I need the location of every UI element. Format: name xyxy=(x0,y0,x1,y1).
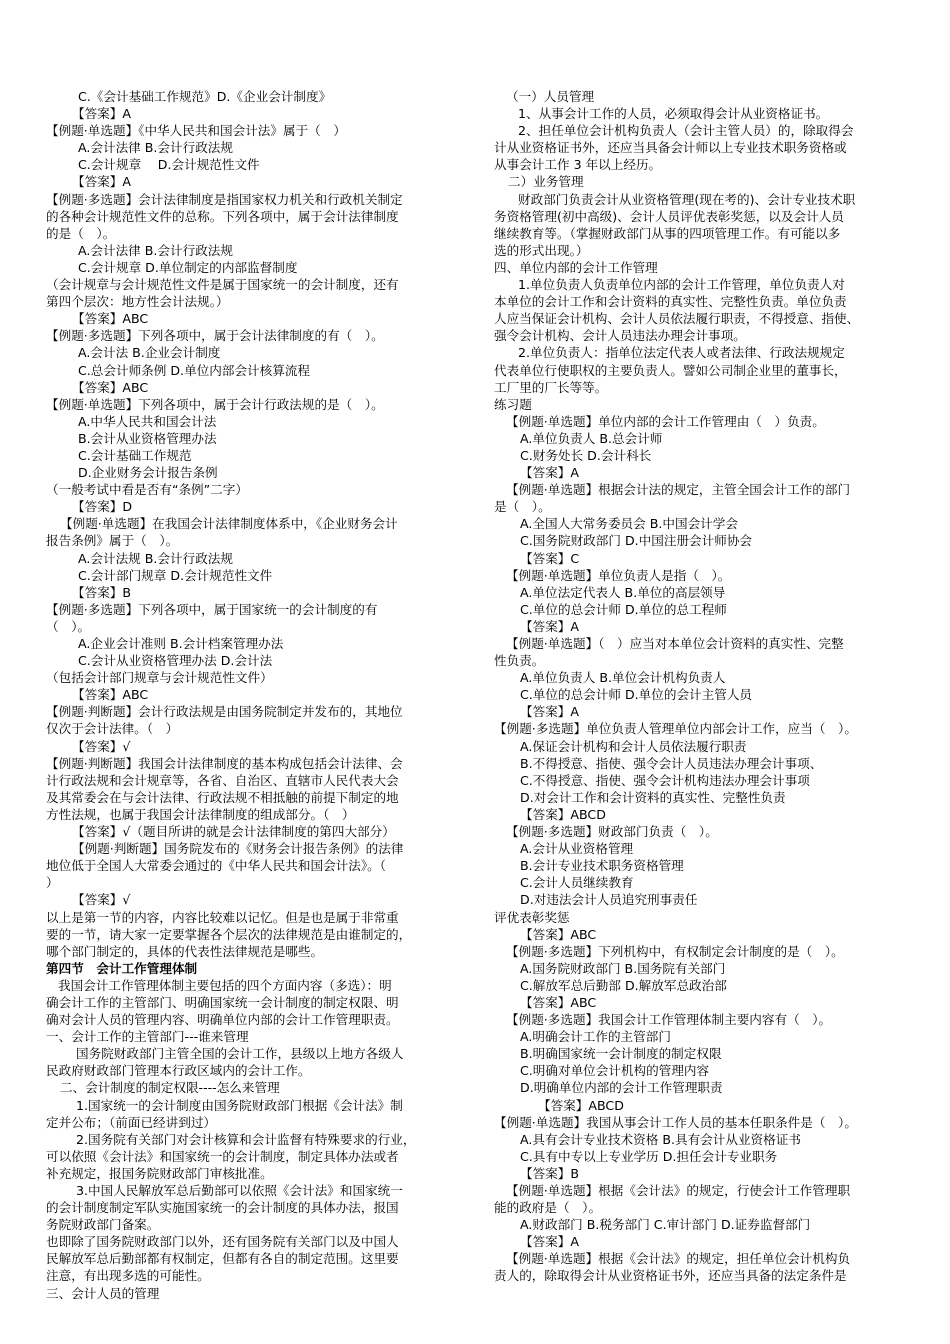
text-line: 【例题·多选题】会计法律制度是指国家权力机关和行政机关制定 xyxy=(46,191,403,207)
text-line: C.会计从业资格管理办法 D.会计法 xyxy=(78,653,273,669)
text-line: 可以依照《会计法》和国家统一的会计制度，制定具体办法或者 xyxy=(46,1148,399,1164)
text-line: 2、担任单位会计机构负责人（会计主管人员）的，除取得会 xyxy=(518,123,854,139)
text-line: 补充规定，报国务院财政部门审核批准。 xyxy=(46,1165,273,1181)
text-line: A.单位法定代表人 B.单位的高层领导 xyxy=(520,584,726,600)
text-line: 【答案】A xyxy=(520,618,579,634)
text-line: 【答案】√ xyxy=(72,892,131,908)
text-line: C.会计规章 D.会计规范性文件 xyxy=(78,157,260,173)
text-line: C.具有中专以上专业学历 D.担任会计专业职务 xyxy=(520,1148,778,1164)
text-line: 【例题·判断题】我国会计法律制度的基本构成包括会计法律、会 xyxy=(46,755,403,771)
text-line: 以上是第一节的内容，内容比较难以记忆。但是也是属于非常重 xyxy=(46,909,399,925)
text-line: C.《会计基础工作规范》D.《企业会计制度》 xyxy=(78,89,332,104)
text-line: 责人的，除取得会计从业资格证书外，还应当具备的法定条件是 xyxy=(494,1268,847,1284)
text-line: 【例题·判断题】国务院发布的《财务会计报告条例》的法律 xyxy=(72,841,404,857)
text-line: 人应当保证会计机构、会计人员依法履行职责，不得授意、指使、 xyxy=(494,311,860,327)
text-line: 我国会计工作管理体制主要包括的四个方面内容（多选）：明 xyxy=(58,977,392,993)
text-line: 民解放军总后勤部都有权制定，但都有各自的制定范围。这里要 xyxy=(46,1251,399,1267)
text-line: B.明确国家统一会计制度的制定权限 xyxy=(520,1046,722,1062)
text-line: 注意，有出现多选的可能性。 xyxy=(46,1268,210,1284)
text-line: D.对违法会计人员追究刑事责任 xyxy=(520,892,698,908)
text-line: A.会计法律 B.会计行政法规 xyxy=(78,242,233,258)
text-line: C.会计人员继续教育 xyxy=(520,875,634,891)
text-line: （ ）。 xyxy=(46,618,91,634)
text-line: 的会计制度制定军队实施国家统一的会计制度的具体办法，报国 xyxy=(46,1200,399,1216)
text-line: A.明确会计工作的主管部门 xyxy=(520,1029,671,1045)
left-column xyxy=(46,88,456,1302)
section-heading: 第四节 会计工作管理体制 xyxy=(46,960,198,976)
text-line: 务资格管理(初中高级)、会计人员评优表彰奖惩，以及会计人员 xyxy=(494,208,844,224)
text-line: 2.国务院有关部门对会计核算和会计监督有特殊要求的行业， xyxy=(76,1131,416,1147)
text-line: 【答案】ABC xyxy=(520,926,597,942)
text-line: 三、会计人员的管理 xyxy=(46,1285,160,1301)
text-line: 【答案】A xyxy=(520,704,579,720)
text-line: C.单位的总会计师 D.单位的会计主管人员 xyxy=(520,687,753,703)
text-line: 【答案】ABCD xyxy=(538,1097,624,1113)
text-line: 【例题·多选题】下列各项中，属于国家统一的会计制度的有 xyxy=(46,601,378,617)
text-line: 能的政府是（ ）。 xyxy=(494,1200,602,1216)
text-line: 民政府财政部门管理本行政区域内的会计工作。 xyxy=(46,1063,311,1079)
text-line: 评优表彰奖惩 xyxy=(494,909,570,925)
right-column xyxy=(494,88,906,1285)
text-line: 2.单位负责人：指单位法定代表人或者法律、行政法规规定 xyxy=(518,345,845,361)
text-line: 【例题·多选题】财政部门负责（ ）。 xyxy=(506,824,718,840)
text-line: 【答案】√（题目所讲的就是会计法律制度的第四大部分） xyxy=(72,824,395,840)
text-line: 及其常委会在与会计法律、行政法规不相抵触的前提下制定的地 xyxy=(46,789,399,805)
text-line: 【答案】A xyxy=(72,106,131,122)
text-line: 【答案】ABC xyxy=(72,687,149,703)
text-line: A.单位负责人 B.总会计师 xyxy=(520,430,663,446)
text-line: A.保证会计机构和会计人员依法履行职责 xyxy=(520,738,747,754)
text-line: 【答案】ABCD xyxy=(520,806,606,822)
text-line: 地位低于全国人大常委会通过的《中华人民共和国会计法》。（ xyxy=(46,858,387,874)
text-line: 计行政法规和会计规章等，各省、自治区、直辖市人民代表大会 xyxy=(46,772,399,788)
text-line: A.具有会计专业技术资格 B.具有会计从业资格证书 xyxy=(520,1131,801,1147)
text-line: B.会计专业技术职务资格管理 xyxy=(520,858,684,874)
text-line: 【例题·单选题】单位内部的会计工作管理由（ ）负责。 xyxy=(506,413,825,429)
text-line: 本单位的会计工作和会计资料的真实性、完整性负责。单位负责 xyxy=(494,294,847,310)
text-line: 的是（ ）。 xyxy=(46,225,116,241)
text-line: 3.中国人民解放军总后勤部可以依照《会计法》和国家统一 xyxy=(76,1183,403,1198)
text-line: 【答案】D xyxy=(72,499,133,515)
text-line: 要的一节，请大家一定要掌握各个层次的法律规范是由谁制定的， xyxy=(46,926,412,942)
text-line: 1.国家统一的会计制度由国务院财政部门根据《会计法》制 xyxy=(76,1097,403,1113)
text-line: A.单位负责人 B.单位会计机构负责人 xyxy=(520,670,726,686)
text-line: C.国务院财政部门 D.中国注册会计师协会 xyxy=(520,533,753,549)
text-line: C.总会计师条例 D.单位内部会计核算流程 xyxy=(78,362,311,378)
text-line: （一）人员管理 xyxy=(506,89,595,104)
text-line: 【例题·单选题】我国从事会计工作人员的基本任职条件是（ ）。 xyxy=(494,1114,857,1130)
text-line: 报告条例》属于（ ）。 xyxy=(46,533,179,549)
text-line: 国务院财政部门主管全国的会计工作，县级以上地方各级人 xyxy=(76,1046,404,1062)
text-line: （会计规章与会计规范性文件是属于国家统一的会计制度，还有 xyxy=(46,277,399,293)
text-line: 练习题 xyxy=(494,396,532,412)
text-line: 【答案】A xyxy=(520,1234,579,1250)
text-line: 计从业资格证书外，还应当具备会计师以上专业技术职务资格或 xyxy=(494,140,847,156)
text-line: A.企业会计准则 B.会计档案管理办法 xyxy=(78,636,284,651)
text-line: C.财务处长 D.会计科长 xyxy=(520,447,652,463)
text-line: 也即除了国务院财政部门以外，还有国务院有关部门以及中国人 xyxy=(46,1234,399,1250)
text-line: B.不得授意、指使、强令会计人员违法办理会计事项、 xyxy=(520,755,823,771)
text-line: 从事会计工作 3 年以上经历。 xyxy=(494,157,662,173)
text-line: C.明确对单位会计机构的管理内容 xyxy=(520,1063,710,1079)
text-line: C.会计部门规章 D.会计规范性文件 xyxy=(78,567,273,583)
text-line: D.对会计工作和会计资料的真实性、完整性负责 xyxy=(520,789,786,805)
text-line: 【例题·单选题】根据《会计法》的规定，行使会计工作管理职 xyxy=(506,1183,851,1198)
text-line: 仅次于会计法律。（ ） xyxy=(46,721,179,737)
text-line: ） xyxy=(46,875,59,891)
text-line: C.解放军总后勤部 D.解放军总政治部 xyxy=(520,977,727,993)
text-line: 【例题·多选题】我国会计工作管理体制主要内容有（ ）。 xyxy=(506,1012,832,1028)
text-line: 【例题·单选题】（ ）应当对本单位会计资料的真实性、完整 xyxy=(506,636,844,651)
text-line: B.会计从业资格管理办法 xyxy=(78,430,217,446)
text-line: 【答案】B xyxy=(72,584,132,600)
text-line: 财政部门负责会计从业资格管理(现在考的)、会计专业技术职 xyxy=(518,191,856,207)
text-line: C.单位的总会计师 D.单位的总工程师 xyxy=(520,601,727,617)
text-line: C.会计基础工作规范 xyxy=(78,447,192,463)
text-line: （包括会计部门规章与会计规范性文件） xyxy=(46,670,273,686)
text-line: 【例题·单选题】单位负责人是指（ ）。 xyxy=(506,567,731,583)
text-line: 1.单位负责人负责单位内部的会计工作管理，单位负责人对 xyxy=(518,277,845,293)
text-line: 【答案】√ xyxy=(72,738,131,754)
text-line: （一般考试中看是否有“条例”二字） xyxy=(46,482,248,498)
text-line: C.不得授意、指使、强令会计机构违法办理会计事项 xyxy=(520,772,810,788)
text-line: C.会计规章 D.单位制定的内部监督制度 xyxy=(78,259,298,275)
text-line: 性负责。 xyxy=(494,653,545,669)
text-line: 是（ ）。 xyxy=(494,499,551,515)
text-line: 方性法规，也属于我国会计法律制度的组成部分。（ ） xyxy=(46,806,355,822)
text-line: 工厂里的厂长等等。 xyxy=(494,379,608,395)
text-line: 务院财政部门备案。 xyxy=(46,1217,160,1233)
text-line: 【答案】B xyxy=(520,1165,580,1181)
text-line: A.会计从业资格管理 xyxy=(520,841,634,857)
text-line: 代表单位行使职权的主要负责人。譬如公司制企业里的董事长， xyxy=(494,362,847,378)
text-line: A.会计法 B.企业会计制度 xyxy=(78,345,221,361)
text-line: 四、单位内部的会计工作管理 xyxy=(494,259,658,275)
text-line: A.国务院财政部门 B.国务院有关部门 xyxy=(520,960,726,976)
text-line: 【例题·判断题】会计行政法规是由国务院制定并发布的，其地位 xyxy=(46,704,403,720)
text-line: 强令会计机构、会计人员违法办理会计事项。 xyxy=(494,328,746,344)
text-line: 【例题·单选题】在我国会计法律制度体系中，《企业财务会计 xyxy=(60,516,398,532)
text-line: 1、从事会计工作的人员，必须取得会计从业资格证书。 xyxy=(518,106,829,122)
text-line: 【例题·单选题】下列各项中，属于会计行政法规的是（ ）。 xyxy=(46,396,384,412)
text-line: 【答案】C xyxy=(520,550,580,566)
text-line: 的各种会计规范性文件的总称。下列各项中，属于会计法律制度 xyxy=(46,208,399,224)
text-line: 【例题·单选题】《中华人民共和国会计法》属于（ ） xyxy=(46,123,346,139)
text-line: 【例题·多选题】下列各项中，属于会计法律制度的有（ ）。 xyxy=(46,328,384,344)
text-line: 【答案】ABC xyxy=(72,379,149,395)
text-line: 继续教育等。（掌握财政部门从事的四项管理工作。有可能以多 xyxy=(494,225,841,241)
text-line: D.明确单位内部的会计工作管理职责 xyxy=(520,1080,723,1096)
text-line: 【答案】A xyxy=(72,174,131,190)
text-line: 确会计工作的主管部门、明确国家统一会计制度的制定权限、明 xyxy=(46,994,399,1010)
text-line: 【例题·单选题】根据会计法的规定，主管全国会计工作的部门 xyxy=(506,482,851,498)
text-line: A.全国人大常务委员会 B.中国会计学会 xyxy=(520,516,738,532)
text-line: 【例题·多选题】单位负责人管理单位内部会计工作，应当（ ）。 xyxy=(494,721,857,737)
text-line: A.会计法规 B.会计行政法规 xyxy=(78,550,233,566)
text-line: D.企业财务会计报告条例 xyxy=(78,465,218,481)
text-line: 第四个层次：地方性会计法规。） xyxy=(46,294,229,310)
text-line: 哪个部门制定的，具体的代表性法律规范是哪些。 xyxy=(46,943,324,959)
text-line: 【答案】ABC xyxy=(72,311,149,327)
text-line: 确对会计人员的管理内容、明确单位内部的会计工作管理职责。 xyxy=(46,1012,399,1028)
text-line: 【例题·多选题】下列机构中，有权制定会计制度的是（ ）。 xyxy=(506,943,844,959)
text-line: 【答案】A xyxy=(520,465,579,481)
text-line: 二、会计制度的制定权限----怎么来管理 xyxy=(60,1080,280,1096)
text-line: 【例题·单选题】根据《会计法》的规定，担任单位会计机构负 xyxy=(506,1251,851,1267)
text-line: A.会计法律 B.会计行政法规 xyxy=(78,140,233,156)
text-line: 一、会计工作的主管部门---谁来管理 xyxy=(46,1029,249,1045)
text-line: 【答案】ABC xyxy=(520,994,597,1010)
text-line: 二）业务管理 xyxy=(508,174,584,190)
text-line: A.中华人民共和国会计法 xyxy=(78,413,217,429)
text-line: 选的形式出现。） xyxy=(494,242,589,258)
text-line: 定并公布；（前面已经讲到过） xyxy=(46,1114,217,1130)
text-line: A.财政部门 B.税务部门 C.审计部门 D.证券监督部门 xyxy=(520,1217,811,1233)
